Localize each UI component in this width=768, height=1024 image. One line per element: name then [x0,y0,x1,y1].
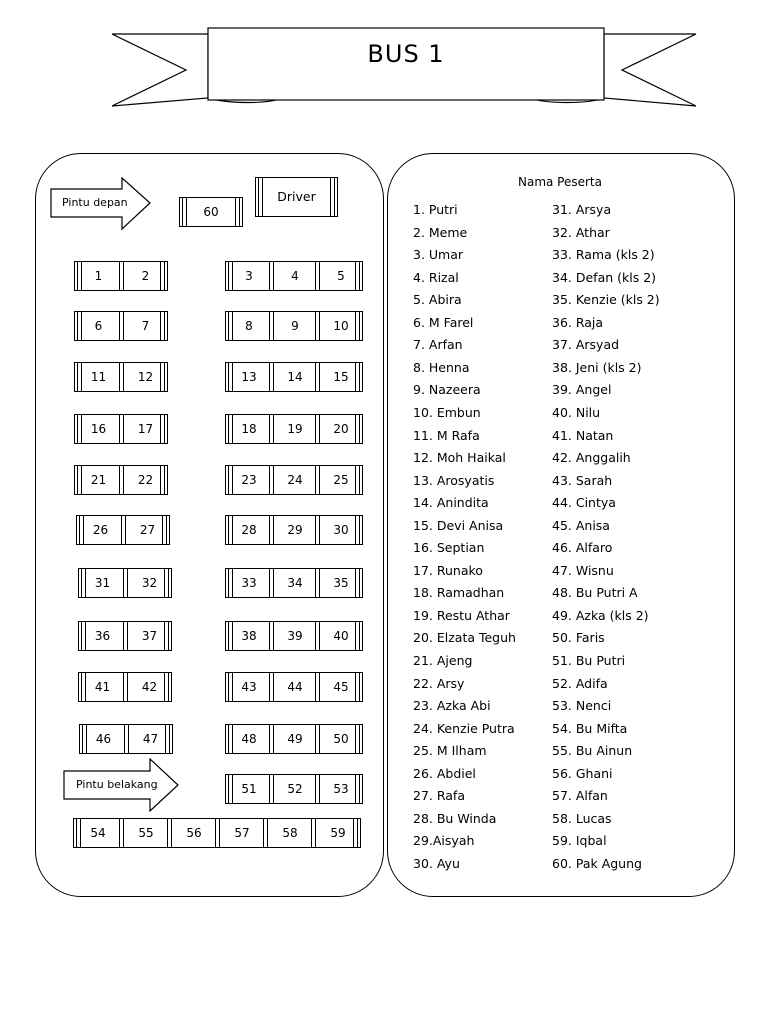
seat-44[interactable]: 44 [287,680,303,694]
seat-divider [315,621,320,651]
seat-divider [315,672,320,702]
seat-divider [119,465,124,495]
participant-name: 27. Rafa [413,788,465,804]
seat-25[interactable]: 25 [333,473,349,487]
seat-40[interactable]: 40 [333,629,349,643]
seat-27[interactable]: 27 [139,523,156,537]
seat-block [74,311,168,341]
seat-block [225,774,363,804]
seat-block [225,621,363,651]
seat-divider [315,311,320,341]
participant-name: 8. Henna [413,359,470,375]
seat-block [74,414,168,444]
participant-name: 53. Nenci [552,698,612,714]
seat-number: 60 [203,205,219,219]
participant-name: 9. Nazeera [413,382,481,398]
seat-block [78,568,172,598]
seat-18[interactable]: 18 [241,422,257,436]
seat-52[interactable]: 52 [287,782,303,796]
participant-name: 24. Kenzie Putra [413,720,515,736]
participant-name: 60. Pak Agung [552,855,642,871]
participant-name: 18. Ramadhan [413,585,505,601]
participant-name: 2. Meme [413,224,468,240]
seat-15[interactable]: 15 [333,370,349,384]
seat-divider [315,261,320,291]
participant-name: 1. Putri [413,202,458,217]
seat-block [74,261,168,291]
seat-1[interactable]: 1 [94,269,103,283]
participant-name: 52. Adifa [552,675,608,691]
seat-8[interactable]: 8 [245,319,253,333]
seat-divider [269,465,274,495]
participant-name: 11. M Rafa [413,427,480,443]
participant-name: 28. Bu Winda [413,810,497,826]
participant-name: 4. Rizal [413,269,459,285]
seat-5[interactable]: 5 [337,269,345,283]
participant-name: 36. Raja [552,314,604,330]
seat-4[interactable]: 4 [291,269,299,283]
seat-divider [119,311,124,341]
participant-name: 20. Elzata Teguh [413,630,516,646]
participant-name: 50. Faris [552,630,605,646]
participant-name: 37. Arsyad [552,337,620,353]
seat-divider [269,515,274,545]
participant-name: 16. Septian [413,540,485,556]
seat-block [76,515,170,545]
participant-name: 30. Ayu [413,855,460,871]
seat-43[interactable]: 43 [241,680,257,694]
seat-block [74,362,168,392]
banner-ribbon [0,0,768,140]
seat-divider [119,362,124,392]
seat-59[interactable]: 59 [330,826,346,840]
participant-name: 48. Bu Putri A [552,585,638,601]
seat-divider [269,621,274,651]
seat-block [225,515,363,545]
seat-divider [269,672,274,702]
seat-divider [263,818,268,848]
seat-divider [121,515,126,545]
participant-name: 25. M Ilham [413,743,487,759]
seat-divider [119,818,124,848]
seat-31[interactable]: 31 [94,576,111,590]
participant-name: 33. Rama (kls 2) [552,247,655,263]
seat-divider [315,724,320,754]
participant-name: 38. Jeni (kls 2) [552,359,642,375]
participant-name: 34. Defan (kls 2) [552,269,657,285]
seat-37[interactable]: 37 [141,629,158,643]
participant-name: 7. Arfan [413,337,463,353]
seat-block [79,724,173,754]
seat-divider [315,362,320,392]
seat-39[interactable]: 39 [287,629,303,643]
seat-19[interactable]: 19 [287,422,303,436]
participant-name: 10. Embun [413,404,481,420]
seat-57[interactable]: 57 [234,826,250,840]
seat-divider [315,414,320,444]
seat-60[interactable] [179,197,243,227]
participant-name: 43. Sarah [552,472,613,488]
participant-name: 57. Alfan [552,788,608,804]
seat-17[interactable]: 17 [137,422,154,436]
seat-30[interactable]: 30 [333,523,349,537]
front-door-label: Pintu depan [62,196,128,209]
seat-block [225,724,363,754]
seat-divider [215,818,220,848]
seat-49[interactable]: 49 [287,732,303,746]
participant-name: 39. Angel [552,382,612,398]
participant-name: 44. Cintya [552,495,616,511]
seat-22[interactable]: 22 [137,473,154,487]
seat-47[interactable]: 47 [142,732,159,746]
rear-door-label: Pintu belakang [76,778,158,791]
seat-divider [269,362,274,392]
seat-block [225,672,363,702]
seat-divider [315,465,320,495]
seat-23[interactable]: 23 [241,473,257,487]
participant-name: 54. Bu Mifta [552,720,628,736]
seat-14[interactable]: 14 [287,370,303,384]
participant-name: 49. Azka (kls 2) [552,607,649,623]
seat-16[interactable]: 16 [90,422,107,436]
participant-name: 58. Lucas [552,810,612,826]
seat-divider [315,774,320,804]
participant-name: 21. Ajeng [413,653,473,668]
participant-name: 12. Moh Haikal [413,450,506,466]
seat-divider [123,568,128,598]
seat-10[interactable]: 10 [333,319,349,333]
participant-name: 45. Anisa [552,517,610,533]
seat-6[interactable]: 6 [94,319,103,333]
participant-name: 35. Kenzie (kls 2) [552,292,660,308]
participant-name: 51. Bu Putri [552,653,626,668]
seat-block [225,414,363,444]
participant-name: 3. Umar [413,247,464,263]
participant-name: 22. Arsy [413,675,465,691]
seat-divider [124,724,129,754]
seat-46[interactable]: 46 [95,732,112,746]
seat-55[interactable]: 55 [138,826,154,840]
seat-divider [269,568,274,598]
participant-name: 29.Aisyah [413,833,475,849]
seat-divider [119,261,124,291]
seat-38[interactable]: 38 [241,629,257,643]
seat-divider [269,414,274,444]
seat-12[interactable]: 12 [137,370,154,384]
seat-56[interactable]: 56 [186,826,202,840]
seat-51[interactable]: 51 [241,782,257,796]
seat-divider [167,818,172,848]
seat-divider [269,774,274,804]
seat-divider [269,311,274,341]
participant-name: 15. Devi Anisa [413,517,504,533]
seat-33[interactable]: 33 [241,576,257,590]
participant-name: 47. Wisnu [552,562,614,578]
seat-13[interactable]: 13 [241,370,257,384]
participant-name: 17. Runako [413,562,483,578]
seat-58[interactable]: 58 [282,826,298,840]
seat-54[interactable]: 54 [90,826,106,840]
seat-29[interactable]: 29 [287,523,303,537]
seat-divider [269,261,274,291]
seat-block [74,465,168,495]
seat-48[interactable]: 48 [241,732,257,746]
seat-block [225,311,363,341]
participant-name: 40. Nilu [552,404,601,420]
seat-32[interactable]: 32 [141,576,158,590]
seat-block [225,261,363,291]
driver-label: Driver [277,189,316,204]
seat-divider [123,672,128,702]
seat-divider [315,515,320,545]
participant-name: 59. Iqbal [552,833,607,849]
seat-34[interactable]: 34 [287,576,303,590]
seat-block [225,568,363,598]
seat-divider [269,724,274,754]
seat-45[interactable]: 45 [333,680,349,694]
seat-21[interactable]: 21 [90,473,107,487]
participants-title: Nama Peserta [517,175,602,189]
seat-block [78,621,172,651]
seat-block [73,818,361,848]
seat-50[interactable]: 50 [333,732,349,746]
participant-name: 6. M Farel [413,314,474,330]
seat-block [225,362,363,392]
participant-name: 19. Restu Athar [413,607,510,623]
seat-divider [123,621,128,651]
participant-name: 55. Bu Ainun [552,743,633,759]
seat-3[interactable]: 3 [245,269,253,283]
participant-name: 14. Anindita [413,495,489,511]
participant-name: 46. Alfaro [552,540,613,556]
seat-28[interactable]: 28 [241,523,257,537]
seat-2[interactable]: 2 [141,269,150,283]
seat-11[interactable]: 11 [90,370,107,384]
participant-name: 41. Natan [552,427,614,443]
seat-block [225,465,363,495]
seat-26[interactable]: 26 [92,523,109,537]
participant-name: 26. Abdiel [413,765,476,781]
participant-name: 13. Arosyatis [413,472,495,488]
seat-divider [311,818,316,848]
bus-title: BUS 1 [367,40,445,68]
seat-36[interactable]: 36 [94,629,111,643]
seat-53[interactable]: 53 [333,782,349,796]
seat-divider [315,568,320,598]
participant-name: 56. Ghani [552,765,613,781]
seat-20[interactable]: 20 [333,422,349,436]
seat-41[interactable]: 41 [94,680,111,694]
participant-name: 23. Azka Abi [413,698,491,714]
seat-24[interactable]: 24 [287,473,303,487]
participant-name: 32. Athar [552,224,610,240]
seat-35[interactable]: 35 [333,576,349,590]
seat-42[interactable]: 42 [141,680,158,694]
seat-block [78,672,172,702]
seat-7[interactable]: 7 [141,319,150,333]
driver-seat [255,177,338,217]
participant-name: 5. Abira [413,292,462,308]
seat-divider [119,414,124,444]
participant-name: 31. Arsya [552,202,612,217]
seat-9[interactable]: 9 [291,319,299,333]
participant-name: 42. Anggalih [552,450,631,466]
